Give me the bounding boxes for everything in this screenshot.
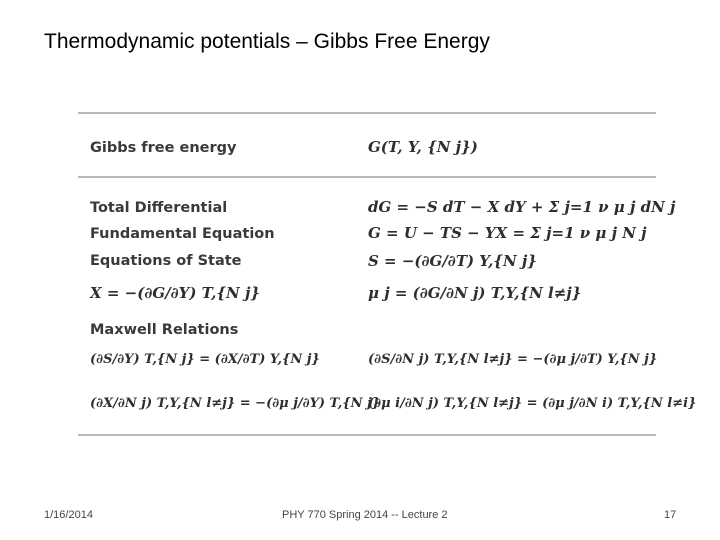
table-header-left: Gibbs free energy bbox=[90, 140, 237, 156]
footer-course: PHY 770 Spring 2014 -- Lecture 2 bbox=[282, 509, 448, 521]
row-label-fundamental-equation: Fundamental Equation bbox=[90, 226, 275, 242]
equation-of-state-mu: μ j = (∂G/∂N j) T,Y,{N l≠j} bbox=[368, 284, 582, 302]
maxwell-relation-left-1: (∂S/∂Y) T,{N j} = (∂X/∂T) Y,{N j} bbox=[90, 352, 320, 367]
row-label-equations-of-state: Equations of State bbox=[90, 253, 242, 269]
equation-of-state-x: X = −(∂G/∂Y) T,{N j} bbox=[90, 284, 261, 302]
table-bottom-rule bbox=[78, 434, 656, 436]
maxwell-relation-left-2: (∂X/∂N j) T,Y,{N l≠j} = −(∂μ j/∂Y) T,{N j} bbox=[90, 396, 381, 411]
table-header-right: G(T, Y, {N j}) bbox=[368, 138, 478, 156]
footer-date: 1/16/2014 bbox=[44, 509, 93, 521]
table-header-rule bbox=[78, 176, 656, 178]
gibbs-table bbox=[78, 112, 697, 440]
row-label-total-differential: Total Differential bbox=[90, 200, 228, 216]
maxwell-relation-right-1: (∂S/∂N j) T,Y,{N l≠j} = −(∂μ j/∂T) Y,{N j} bbox=[368, 352, 658, 367]
total-differential-equation: dG = −S dT − X dY + Σ j=1 ν μ j dN j bbox=[368, 198, 676, 216]
maxwell-relation-right-2: (∂μ i/∂N j) T,Y,{N l≠j} = (∂μ j/∂N i) T,Y,{N l≠i} bbox=[368, 396, 697, 411]
footer-page-number: 17 bbox=[664, 509, 677, 521]
equation-of-state-s: S = −(∂G/∂T) Y,{N j} bbox=[368, 252, 537, 270]
row-label-maxwell-relations: Maxwell Relations bbox=[90, 322, 239, 338]
slide-title: Thermodynamic potentials – Gibbs Free Energy bbox=[44, 30, 490, 53]
fundamental-equation: G = U − TS − YX = Σ j=1 ν μ j N j bbox=[368, 224, 647, 242]
table-top-rule bbox=[78, 112, 656, 114]
